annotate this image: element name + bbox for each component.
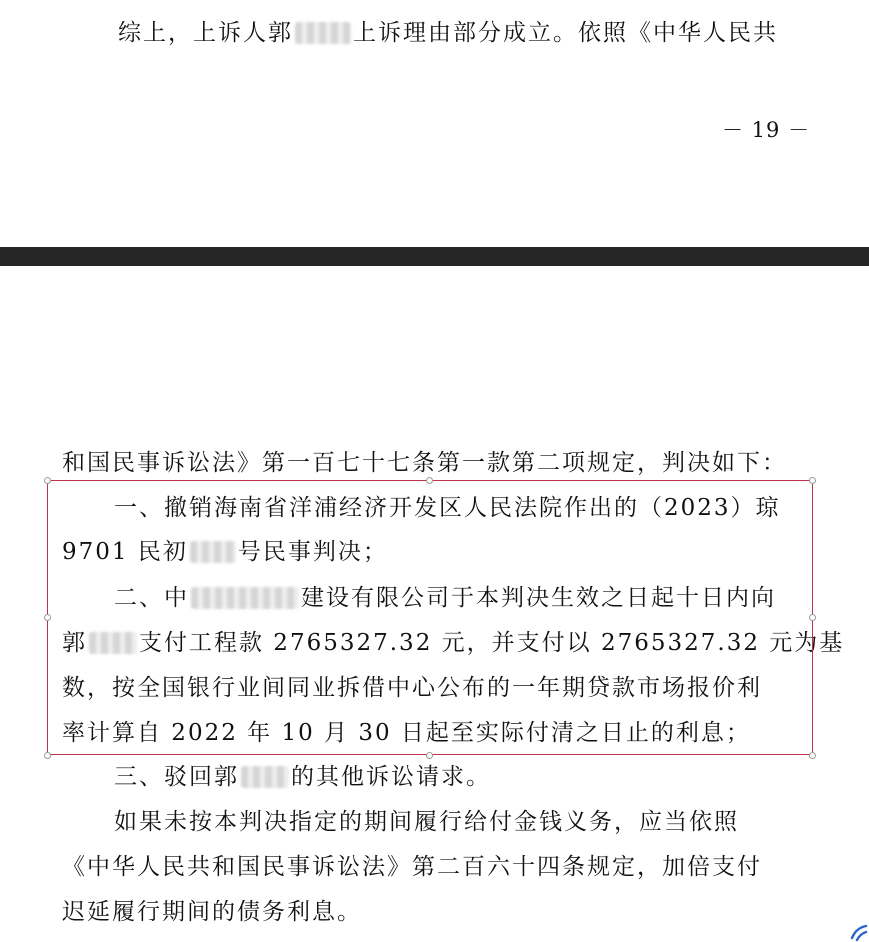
text-segment: 号民事判决； (237, 539, 388, 565)
selection-box[interactable] (47, 480, 813, 755)
page-number: － 19 － (722, 118, 811, 142)
pen-icon[interactable] (848, 922, 869, 942)
text-segment: 综上，上诉人郭 (118, 20, 293, 46)
resize-handle-top[interactable] (426, 477, 433, 484)
page-separator (0, 247, 869, 266)
text-segment: 支付工程款 2765327.32 元，并支付以 2765327.32 元为基 (139, 630, 845, 656)
text-segment: 二、中 (114, 585, 189, 611)
text-segment: 的其他诉讼请求。 (291, 764, 491, 790)
text-line-paragraph-cont-2: 迟延履行期间的债务利息。 (62, 899, 362, 925)
resize-handle-bottom[interactable] (426, 752, 433, 759)
text-line-paragraph-cont-1: 《中华人民共和国民事诉讼法》第二百六十四条规定，加倍支付 (62, 854, 762, 880)
text-segment: 建设有限公司于本判决生效之日起十日内向 (301, 585, 776, 611)
redacted-name (295, 22, 351, 44)
text-segment: 三、驳回郭 (114, 764, 239, 790)
resize-handle-right[interactable] (809, 614, 816, 621)
text-segment: 9701 民初 (62, 539, 188, 565)
resize-handle-left[interactable] (44, 614, 51, 621)
text-line-law-citation: 和国民事诉讼法》第一百七十七条第一款第二项规定，判决如下： (62, 450, 787, 476)
resize-handle-bottom-left[interactable] (44, 752, 51, 759)
text-line-paragraph: 如果未按本判决指定的期间履行给付金钱义务，应当依照 (114, 809, 739, 835)
text-line-item-3 (62, 762, 854, 792)
document-page-19 (0, 0, 869, 247)
text-line-item-1: 一、撤销海南省洋浦经济开发区人民法院作出的（2023）琼 (114, 495, 781, 521)
redacted-name (241, 766, 289, 788)
resize-handle-top-right[interactable] (809, 477, 816, 484)
text-segment: 上诉理由部分成立。依照《中华人民共 (353, 20, 778, 46)
text-line-item-2-cont-2: 数，按全国银行业间同业拆借中心公布的一年期贷款市场报价利 (62, 675, 762, 701)
resize-handle-bottom-right[interactable] (809, 752, 816, 759)
text-segment: 郭 (62, 630, 87, 656)
text-line-item-2-cont-3: 率计算自 2022 年 10 月 30 日起至实际付清之日止的利息； (62, 720, 751, 746)
text-line-conclusion (118, 18, 858, 48)
resize-handle-top-left[interactable] (44, 477, 51, 484)
